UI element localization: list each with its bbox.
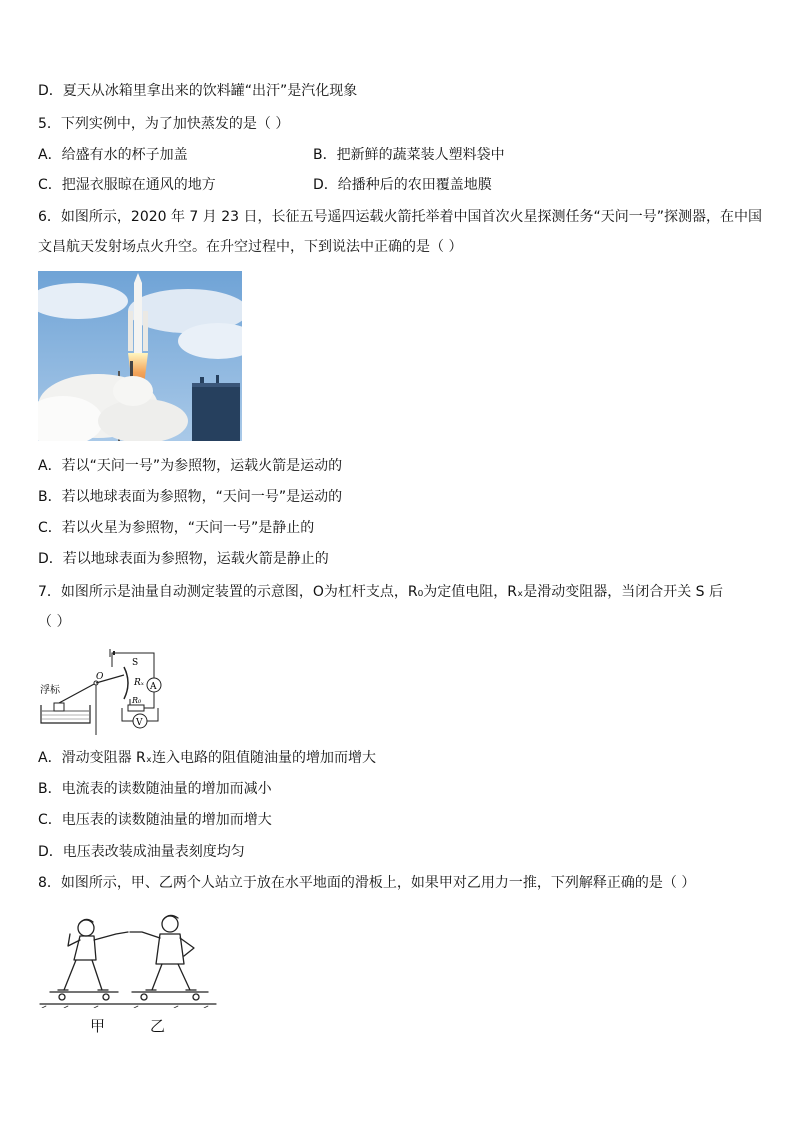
person-jia-label: 甲 <box>90 1017 106 1035</box>
q6-option-b: B．若以地球表面为参照物，“天问一号”是运动的 <box>38 489 343 505</box>
q7-stem-line2: （ ） <box>38 614 71 630</box>
rx-label: Rₓ <box>134 678 144 688</box>
q7-option-a: A．滑动变阻器 Rₓ连入电路的阻值随油量的增加而增大 <box>38 750 376 766</box>
person-yi-label: 乙 <box>150 1017 166 1035</box>
voltmeter-v-label: V <box>136 718 143 728</box>
q6-stem-line2: 文昌航天发射场点火升空。在升空过程中，下到说法中正确的是（ ） <box>38 239 463 255</box>
ammeter-a-label: A <box>150 682 157 692</box>
q7-stem-line1: 7．如图所示是油量自动测定装置的示意图，O为杠杆支点，R₀为定值电阻，Rₓ是滑动变阻器，当闭合开关 S 后 <box>38 584 723 600</box>
q6-option-c: C．若以火星为参照物，“天问一号”是静止的 <box>38 520 315 536</box>
q7-option-d: D．电压表改装成油量表刻度均匀 <box>38 844 245 860</box>
q6-option-d: D．若以地球表面为参照物，运载火箭是静止的 <box>38 551 329 567</box>
q5-stem: 5．下列实例中，为了加快蒸发的是（ ） <box>38 116 290 132</box>
pivot-o-label: O <box>96 672 104 682</box>
q5-option-a: A．给盛有水的杯子加盖 <box>38 147 188 163</box>
rocket-launch-photo <box>38 271 242 441</box>
q4-option-d: D．夏天从冰箱里拿出来的饮料罐“出汗”是汽化现象 <box>38 83 358 99</box>
q5-option-b: B．把新鲜的蔬菜装人塑料袋中 <box>313 147 505 163</box>
q6-stem-line1: 6．如图所示，2020 年 7 月 23 日，长征五号遥四运载火箭托举着中国首次火星探测任务“天问一号”探测器，在中国 <box>38 209 763 225</box>
oil-gauge-circuit-diagram <box>38 645 164 735</box>
q7-option-b: B．电流表的读数随油量的增加而减小 <box>38 781 272 797</box>
q5-option-c: C．把湿衣服晾在通风的地方 <box>38 177 216 193</box>
q6-option-a: A．若以“天问一号”为参照物，运载火箭是运动的 <box>38 458 343 474</box>
skateboard-push-figure <box>38 908 218 1008</box>
switch-s-label: S <box>132 658 139 668</box>
r0-label: R₀ <box>132 696 142 705</box>
q5-option-d: D．给播种后的农田覆盖地膜 <box>313 177 492 193</box>
q7-option-c: C．电压表的读数随油量的增加而增大 <box>38 812 272 828</box>
float-label: 浮标 <box>40 685 60 696</box>
q8-stem: 8．如图所示，甲、乙两个人站立于放在水平地面的滑板上，如果甲对乙用力一推，下列解释正确的是（ ） <box>38 875 696 891</box>
